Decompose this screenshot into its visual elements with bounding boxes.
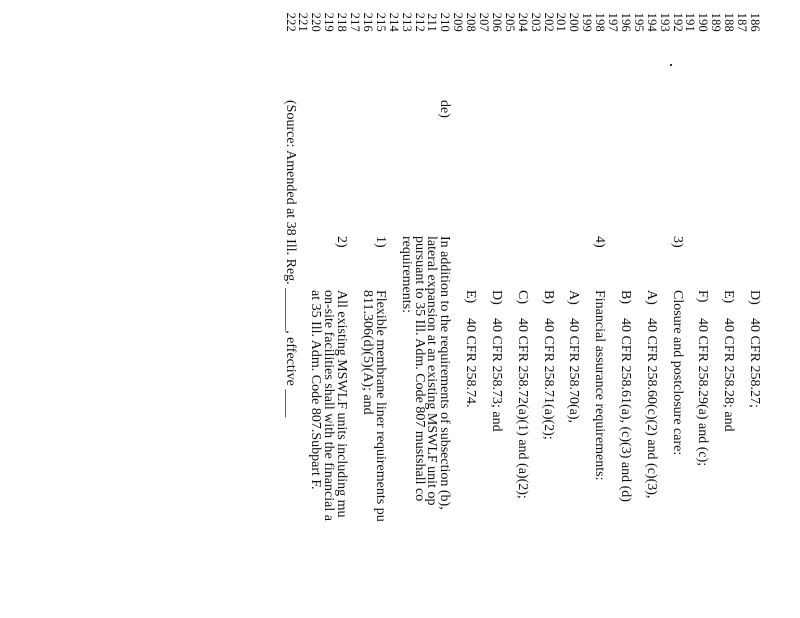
line-text: lateral expansion at an existing MSWLF unit op [424,236,440,506]
line-number: 205 [502,12,517,32]
line-text: 40 CFR 258.28; and [721,318,737,432]
line-text: 40 CFR 258.60(c)(2) and (c)(3), [643,318,659,499]
line-number: 190 [696,12,711,32]
scan-speck [670,64,672,66]
line-number: 188 [722,12,737,32]
line-number: 198 [593,12,608,32]
line-number: 189 [709,12,724,32]
line-number: 207 [477,12,492,32]
line-number: 204 [515,12,530,32]
line-number: 186 [748,12,762,32]
line-text: 40 CFR 258.61(a), (c)(3) and (d) [618,318,633,502]
line-number: 215 [373,12,388,32]
line-text: de) [437,100,453,118]
line-number: 212 [412,12,427,32]
line-text: 3) [669,236,685,248]
line-number: 203 [528,12,543,32]
line-text: C) [514,290,530,304]
line-number: 218 [335,12,350,32]
line-text: 40 CFR 258.27; [747,318,762,408]
line-text: All existing MSWLF units including mu [334,290,350,518]
line-number: 199 [580,12,595,32]
line-number: 187 [735,12,750,32]
line-text: 40 CFR 258.74. [463,318,479,408]
line-text: A) [643,290,659,305]
line-text: Closure and postclosure care: [669,290,685,456]
line-text: B) [540,290,556,304]
line-text: on-site facilities shall with the financial a [321,290,337,521]
line-text: E) [463,290,479,304]
line-number: 197 [606,12,621,32]
line-text: 40 CFR 258.72(a)(1) and (a)(2); [514,318,530,499]
line-number: 191 [683,12,698,32]
line-text: 1) [372,236,388,248]
line-number: 201 [554,12,569,32]
line-number: 195 [631,12,646,32]
line-text: F) [695,290,711,303]
line-text: Financial assurance requirements: [592,290,608,481]
line-text: In addition to the requirements of subsection (b), [437,236,453,510]
line-number: 200 [567,12,582,32]
line-number: 213 [399,12,414,32]
line-number: 219 [322,12,337,32]
line-text: Flexible membrane liner requirements pu [372,290,388,522]
line-text: 40 CFR 258.70(a), [566,318,582,423]
line-number: 206 [490,12,504,32]
line-text: pursuant to 35 Ill. Adm. Code 807 mustshall co [411,236,427,502]
line-number: 214 [386,12,401,32]
line-number: 209 [451,12,466,32]
line-number: 210 [438,12,453,32]
line-text: 40 CFR 258.71(a)(2); [540,318,556,440]
line-text: A) [566,290,582,305]
line-text: (Source: Amended at 38 Ill. Reg. ______, effective ____ [282,100,298,418]
line-text: requirements: [398,236,414,313]
line-number: 216 [361,12,375,32]
line-text: 4) [592,236,608,248]
line-text: at 35 Ill. Adm. Code 807.Subpart F. [308,290,324,490]
line-number: 196 [619,12,633,32]
line-number: 194 [644,12,659,32]
line-number: 211 [425,13,440,32]
line-number: 217 [348,12,363,32]
line-number: 193 [657,12,672,32]
line-number: 192 [670,12,685,32]
line-number: 221 [296,12,311,32]
line-text: D) [747,290,762,305]
line-text: B) [618,290,633,304]
line-text: 811.306(d)(5)(A); and [360,290,375,415]
line-number: 208 [464,12,479,32]
line-text: 40 CFR 258.73; and [489,318,504,432]
line-text: E) [721,290,737,304]
line-number: 220 [309,12,324,32]
line-number: 222 [283,12,298,32]
line-text: 2) [334,236,350,248]
line-number: 202 [541,12,556,32]
line-text: D) [489,290,504,305]
line-text: 40 CFR 258.29(a) and (c); [695,318,711,467]
